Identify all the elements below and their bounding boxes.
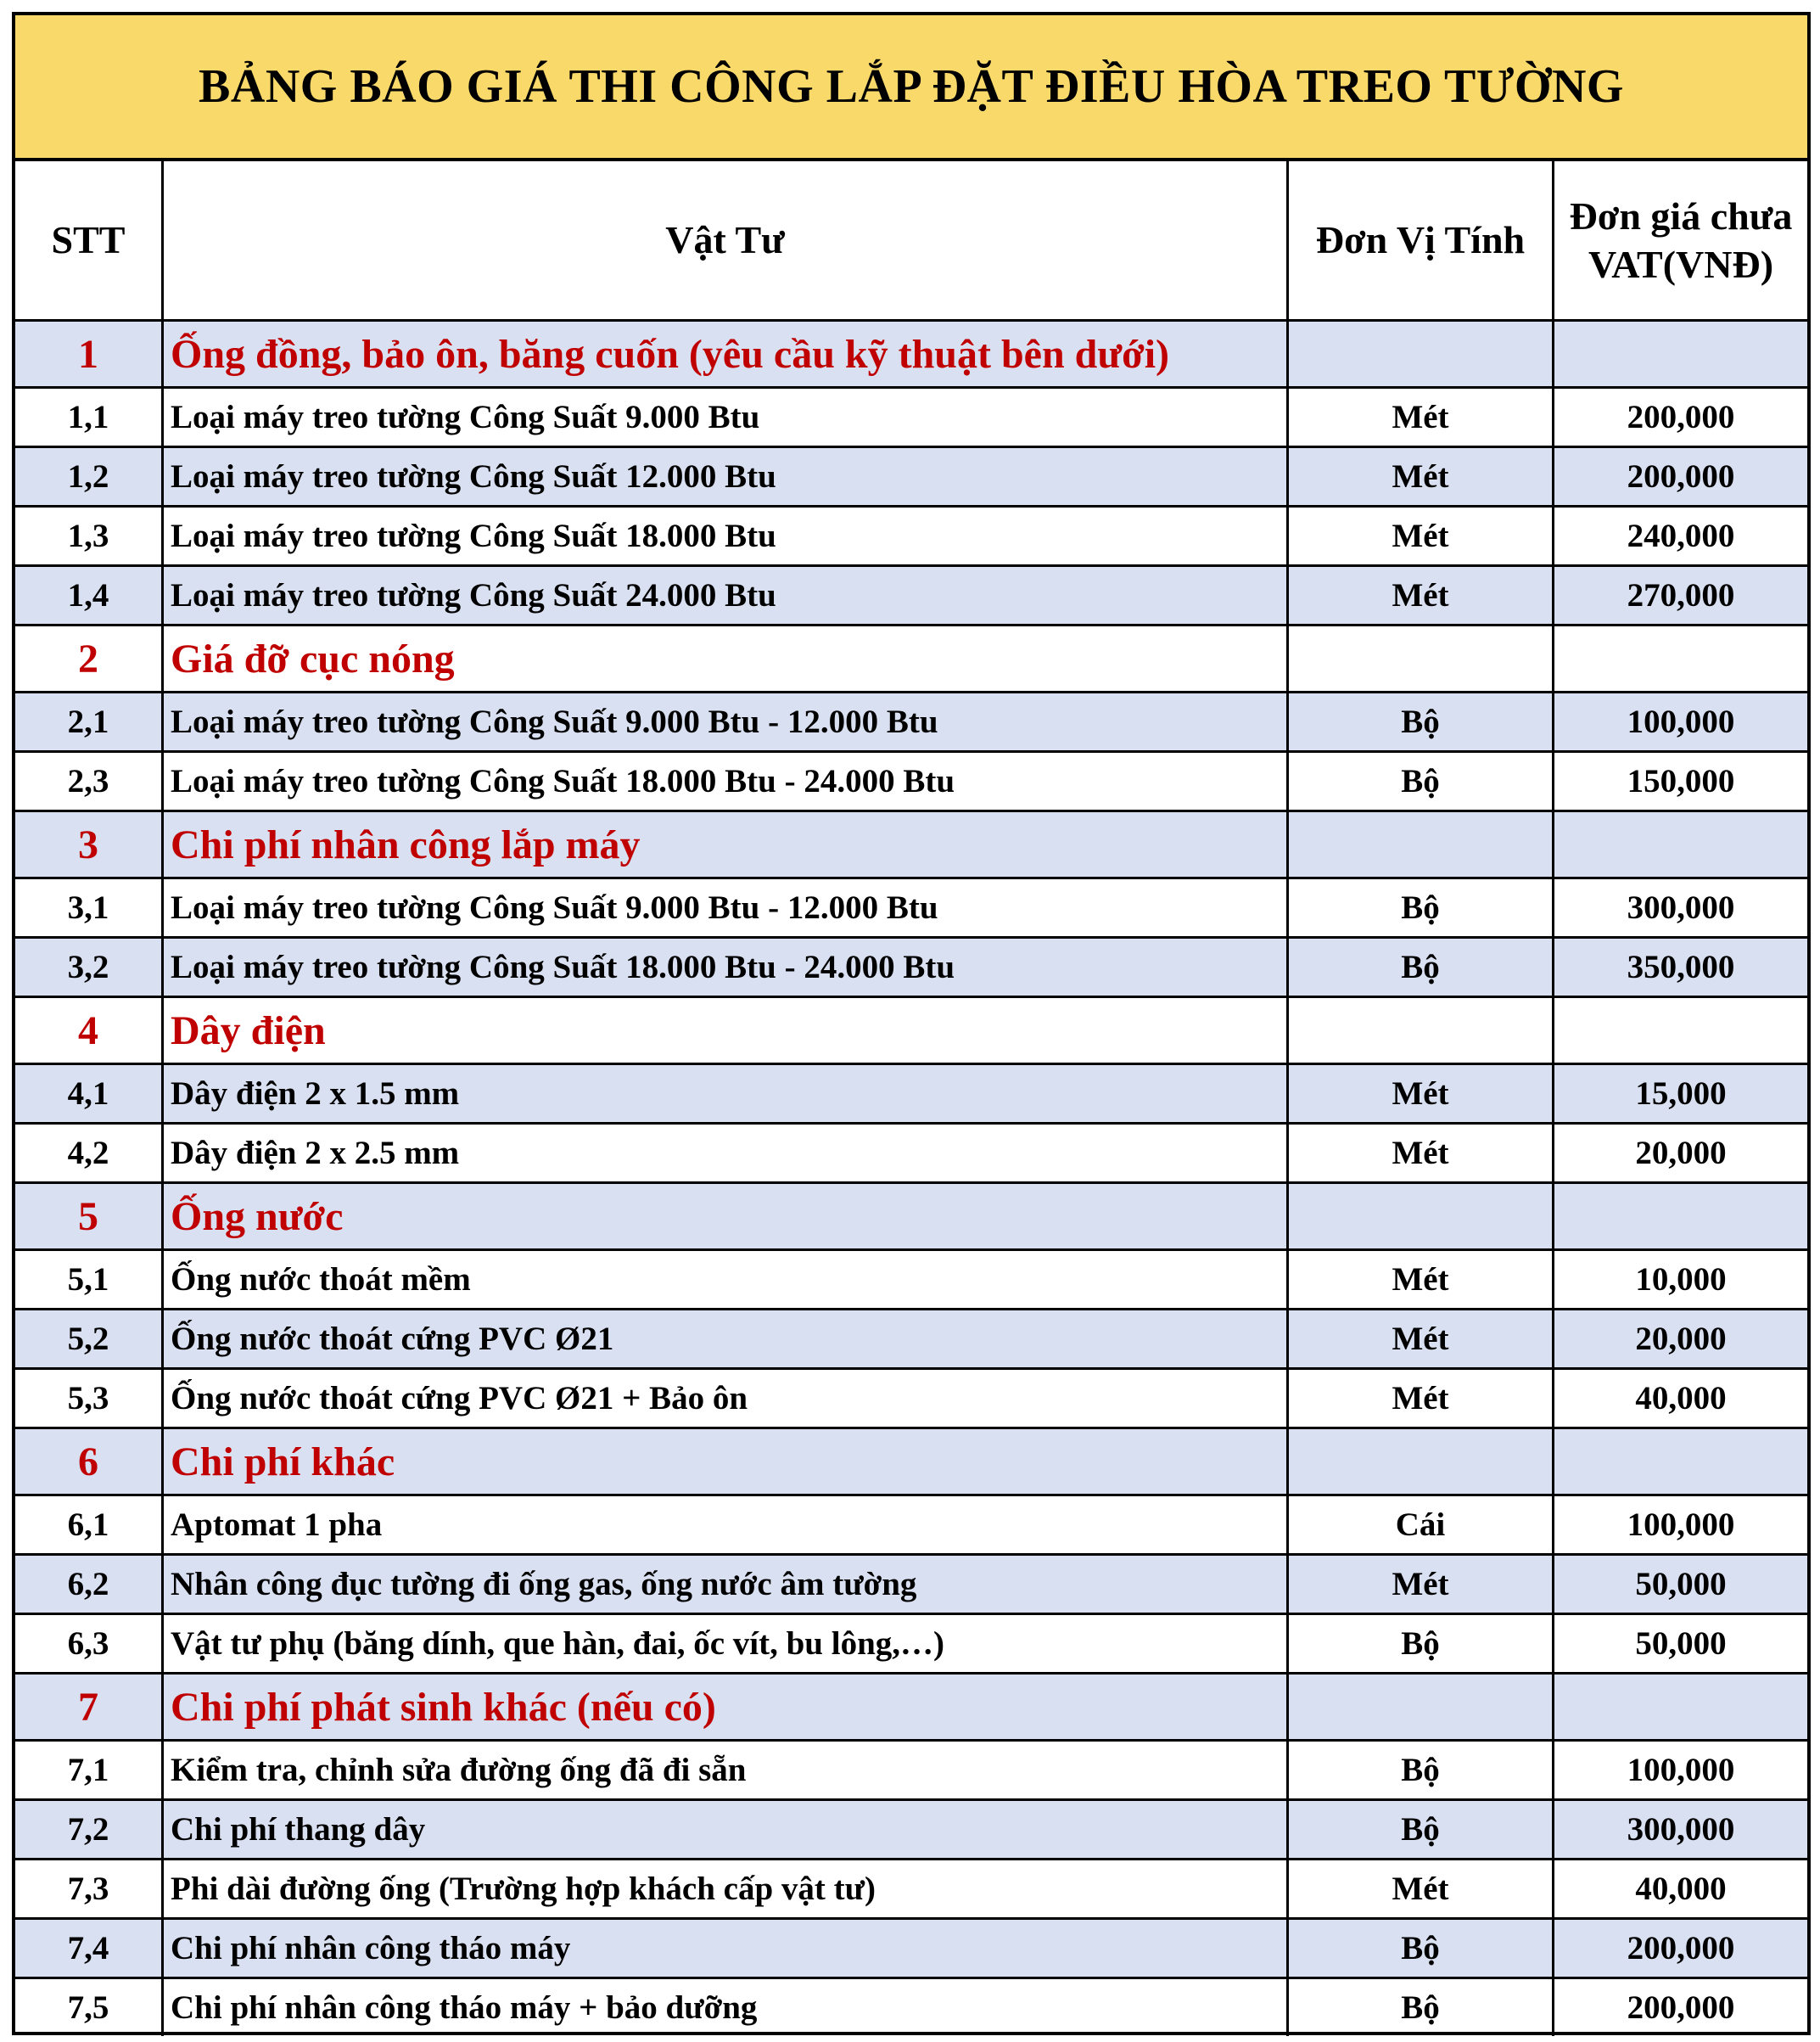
group-unit-empty bbox=[1288, 1674, 1554, 1741]
item-name: Loại máy treo tường Công Suất 18.000 Btu bbox=[163, 507, 1288, 566]
table-row bbox=[15, 1495, 1807, 1555]
item-unit: Mét bbox=[1288, 507, 1554, 566]
item-name: Phi dài đường ống (Trường hợp khách cấp vật tư) bbox=[163, 1860, 1288, 1919]
price-sheet bbox=[12, 12, 1811, 2035]
item-stt: 1,3 bbox=[15, 507, 163, 566]
item-price: 100,000 bbox=[1554, 1495, 1808, 1555]
item-stt: 1,4 bbox=[15, 566, 163, 626]
item-price: 20,000 bbox=[1554, 1310, 1808, 1369]
item-stt: 7,1 bbox=[15, 1741, 163, 1800]
table-row bbox=[15, 447, 1807, 507]
item-unit: Bộ bbox=[1288, 1800, 1554, 1860]
group-row bbox=[15, 997, 1807, 1064]
item-price: 10,000 bbox=[1554, 1250, 1808, 1310]
item-price: 300,000 bbox=[1554, 878, 1808, 938]
item-stt: 6,1 bbox=[15, 1495, 163, 1555]
price-table bbox=[15, 161, 1807, 2036]
item-stt: 2,3 bbox=[15, 752, 163, 811]
item-stt: 6,2 bbox=[15, 1555, 163, 1614]
item-name: Loại máy treo tường Công Suất 9.000 Btu - 12.000 Btu bbox=[163, 693, 1288, 752]
table-row bbox=[15, 1555, 1807, 1614]
item-price: 200,000 bbox=[1554, 1919, 1808, 1978]
item-stt: 1,1 bbox=[15, 388, 163, 447]
item-price: 300,000 bbox=[1554, 1800, 1808, 1860]
item-price: 150,000 bbox=[1554, 752, 1808, 811]
item-price: 270,000 bbox=[1554, 566, 1808, 626]
group-row bbox=[15, 1183, 1807, 1250]
item-price: 40,000 bbox=[1554, 1860, 1808, 1919]
table-row bbox=[15, 1978, 1807, 2037]
item-unit: Mét bbox=[1288, 566, 1554, 626]
item-name: Chi phí thang dây bbox=[163, 1800, 1288, 1860]
group-name: Ống đồng, bảo ôn, băng cuốn (yêu cầu kỹ thuật bên dưới) bbox=[163, 321, 1288, 388]
group-unit-empty bbox=[1288, 321, 1554, 388]
item-name: Dây điện 2 x 1.5 mm bbox=[163, 1064, 1288, 1124]
group-name: Ống nước bbox=[163, 1183, 1288, 1250]
group-stt: 5 bbox=[15, 1183, 163, 1250]
item-unit: Mét bbox=[1288, 1250, 1554, 1310]
table-row bbox=[15, 1614, 1807, 1674]
table-row bbox=[15, 1064, 1807, 1124]
item-stt: 3,1 bbox=[15, 878, 163, 938]
item-stt: 4,1 bbox=[15, 1064, 163, 1124]
item-stt: 5,2 bbox=[15, 1310, 163, 1369]
item-price: 350,000 bbox=[1554, 938, 1808, 997]
item-name: Loại máy treo tường Công Suất 18.000 Btu - 24.000 Btu bbox=[163, 752, 1288, 811]
item-price: 50,000 bbox=[1554, 1555, 1808, 1614]
group-row bbox=[15, 321, 1807, 388]
item-name: Loại máy treo tường Công Suất 24.000 Btu bbox=[163, 566, 1288, 626]
item-stt: 7,5 bbox=[15, 1978, 163, 2037]
item-price: 100,000 bbox=[1554, 1741, 1808, 1800]
item-stt: 5,1 bbox=[15, 1250, 163, 1310]
table-row bbox=[15, 1919, 1807, 1978]
item-price: 240,000 bbox=[1554, 507, 1808, 566]
item-stt: 7,3 bbox=[15, 1860, 163, 1919]
group-price-empty bbox=[1554, 626, 1808, 693]
item-unit: Mét bbox=[1288, 1310, 1554, 1369]
group-name: Dây điện bbox=[163, 997, 1288, 1064]
item-unit: Mét bbox=[1288, 1064, 1554, 1124]
item-unit: Bộ bbox=[1288, 1614, 1554, 1674]
group-row bbox=[15, 811, 1807, 878]
header-price-line2: VAT(VNĐ) bbox=[1588, 243, 1774, 286]
item-price: 40,000 bbox=[1554, 1369, 1808, 1428]
item-price: 15,000 bbox=[1554, 1064, 1808, 1124]
table-row bbox=[15, 878, 1807, 938]
group-price-empty bbox=[1554, 1428, 1808, 1495]
item-price: 200,000 bbox=[1554, 1978, 1808, 2037]
item-stt: 2,1 bbox=[15, 693, 163, 752]
item-name: Kiểm tra, chỉnh sửa đường ống đã đi sẵn bbox=[163, 1741, 1288, 1800]
item-stt: 7,2 bbox=[15, 1800, 163, 1860]
table-row bbox=[15, 1250, 1807, 1310]
group-price-empty bbox=[1554, 1183, 1808, 1250]
item-unit: Mét bbox=[1288, 1555, 1554, 1614]
group-name: Chi phí khác bbox=[163, 1428, 1288, 1495]
table-row bbox=[15, 1310, 1807, 1369]
item-price: 100,000 bbox=[1554, 693, 1808, 752]
item-name: Ống nước thoát cứng PVC Ø21 + Bảo ôn bbox=[163, 1369, 1288, 1428]
group-unit-empty bbox=[1288, 1183, 1554, 1250]
group-unit-empty bbox=[1288, 997, 1554, 1064]
item-name: Ống nước thoát mềm bbox=[163, 1250, 1288, 1310]
group-price-empty bbox=[1554, 321, 1808, 388]
item-price: 20,000 bbox=[1554, 1124, 1808, 1183]
item-name: Loại máy treo tường Công Suất 18.000 Btu - 24.000 Btu bbox=[163, 938, 1288, 997]
item-name: Loại máy treo tường Công Suất 9.000 Btu bbox=[163, 388, 1288, 447]
table-row bbox=[15, 1800, 1807, 1860]
item-unit: Mét bbox=[1288, 388, 1554, 447]
group-unit-empty bbox=[1288, 811, 1554, 878]
group-stt: 2 bbox=[15, 626, 163, 693]
item-name: Vật tư phụ (băng dính, que hàn, đai, ốc vít, bu lông,…) bbox=[163, 1614, 1288, 1674]
table-row bbox=[15, 388, 1807, 447]
item-stt: 4,2 bbox=[15, 1124, 163, 1183]
item-stt: 5,3 bbox=[15, 1369, 163, 1428]
group-row bbox=[15, 1428, 1807, 1495]
item-price: 200,000 bbox=[1554, 388, 1808, 447]
item-price: 50,000 bbox=[1554, 1614, 1808, 1674]
item-name: Nhân công đục tường đi ống gas, ống nước âm tường bbox=[163, 1555, 1288, 1614]
item-unit: Bộ bbox=[1288, 938, 1554, 997]
item-unit: Bộ bbox=[1288, 1978, 1554, 2037]
item-unit: Mét bbox=[1288, 1860, 1554, 1919]
item-stt: 7,4 bbox=[15, 1919, 163, 1978]
item-name: Ống nước thoát cứng PVC Ø21 bbox=[163, 1310, 1288, 1369]
item-unit: Mét bbox=[1288, 1124, 1554, 1183]
group-row bbox=[15, 626, 1807, 693]
item-stt: 1,2 bbox=[15, 447, 163, 507]
item-price: 200,000 bbox=[1554, 447, 1808, 507]
header-unit: Đơn Vị Tính bbox=[1288, 161, 1554, 321]
group-unit-empty bbox=[1288, 1428, 1554, 1495]
item-name: Loại máy treo tường Công Suất 12.000 Btu bbox=[163, 447, 1288, 507]
group-stt: 7 bbox=[15, 1674, 163, 1741]
table-row bbox=[15, 1369, 1807, 1428]
group-stt: 1 bbox=[15, 321, 163, 388]
table-row bbox=[15, 752, 1807, 811]
group-price-empty bbox=[1554, 811, 1808, 878]
item-stt: 3,2 bbox=[15, 938, 163, 997]
header-row bbox=[15, 161, 1807, 321]
header-stt: STT bbox=[15, 161, 163, 321]
item-unit: Bộ bbox=[1288, 752, 1554, 811]
item-unit: Bộ bbox=[1288, 878, 1554, 938]
group-stt: 3 bbox=[15, 811, 163, 878]
item-stt: 6,3 bbox=[15, 1614, 163, 1674]
page-title: BẢNG BÁO GIÁ THI CÔNG LẮP ĐẶT ĐIỀU HÒA TREO TƯỜNG bbox=[15, 15, 1807, 161]
table-row bbox=[15, 566, 1807, 626]
item-unit: Bộ bbox=[1288, 693, 1554, 752]
item-unit: Bộ bbox=[1288, 1919, 1554, 1978]
table-row bbox=[15, 1860, 1807, 1919]
group-price-empty bbox=[1554, 1674, 1808, 1741]
item-name: Aptomat 1 pha bbox=[163, 1495, 1288, 1555]
table-row bbox=[15, 938, 1807, 997]
group-name: Giá đỡ cục nóng bbox=[163, 626, 1288, 693]
item-unit: Cái bbox=[1288, 1495, 1554, 1555]
group-stt: 6 bbox=[15, 1428, 163, 1495]
group-name: Chi phí nhân công lắp máy bbox=[163, 811, 1288, 878]
table-body bbox=[15, 321, 1807, 2037]
group-stt: 4 bbox=[15, 997, 163, 1064]
item-name: Dây điện 2 x 2.5 mm bbox=[163, 1124, 1288, 1183]
table-row bbox=[15, 507, 1807, 566]
header-price-line1: Đơn giá chưa bbox=[1569, 194, 1793, 238]
group-unit-empty bbox=[1288, 626, 1554, 693]
item-name: Loại máy treo tường Công Suất 9.000 Btu - 12.000 Btu bbox=[163, 878, 1288, 938]
header-price bbox=[1554, 161, 1808, 321]
table-row bbox=[15, 1124, 1807, 1183]
group-row bbox=[15, 1674, 1807, 1741]
table-row bbox=[15, 1741, 1807, 1800]
item-name: Chi phí nhân công tháo máy bbox=[163, 1919, 1288, 1978]
group-name: Chi phí phát sinh khác (nếu có) bbox=[163, 1674, 1288, 1741]
item-unit: Mét bbox=[1288, 447, 1554, 507]
item-name: Chi phí nhân công tháo máy + bảo dưỡng bbox=[163, 1978, 1288, 2037]
table-row bbox=[15, 693, 1807, 752]
group-price-empty bbox=[1554, 997, 1808, 1064]
item-unit: Bộ bbox=[1288, 1741, 1554, 1800]
header-item: Vật Tư bbox=[163, 161, 1288, 321]
item-unit: Mét bbox=[1288, 1369, 1554, 1428]
